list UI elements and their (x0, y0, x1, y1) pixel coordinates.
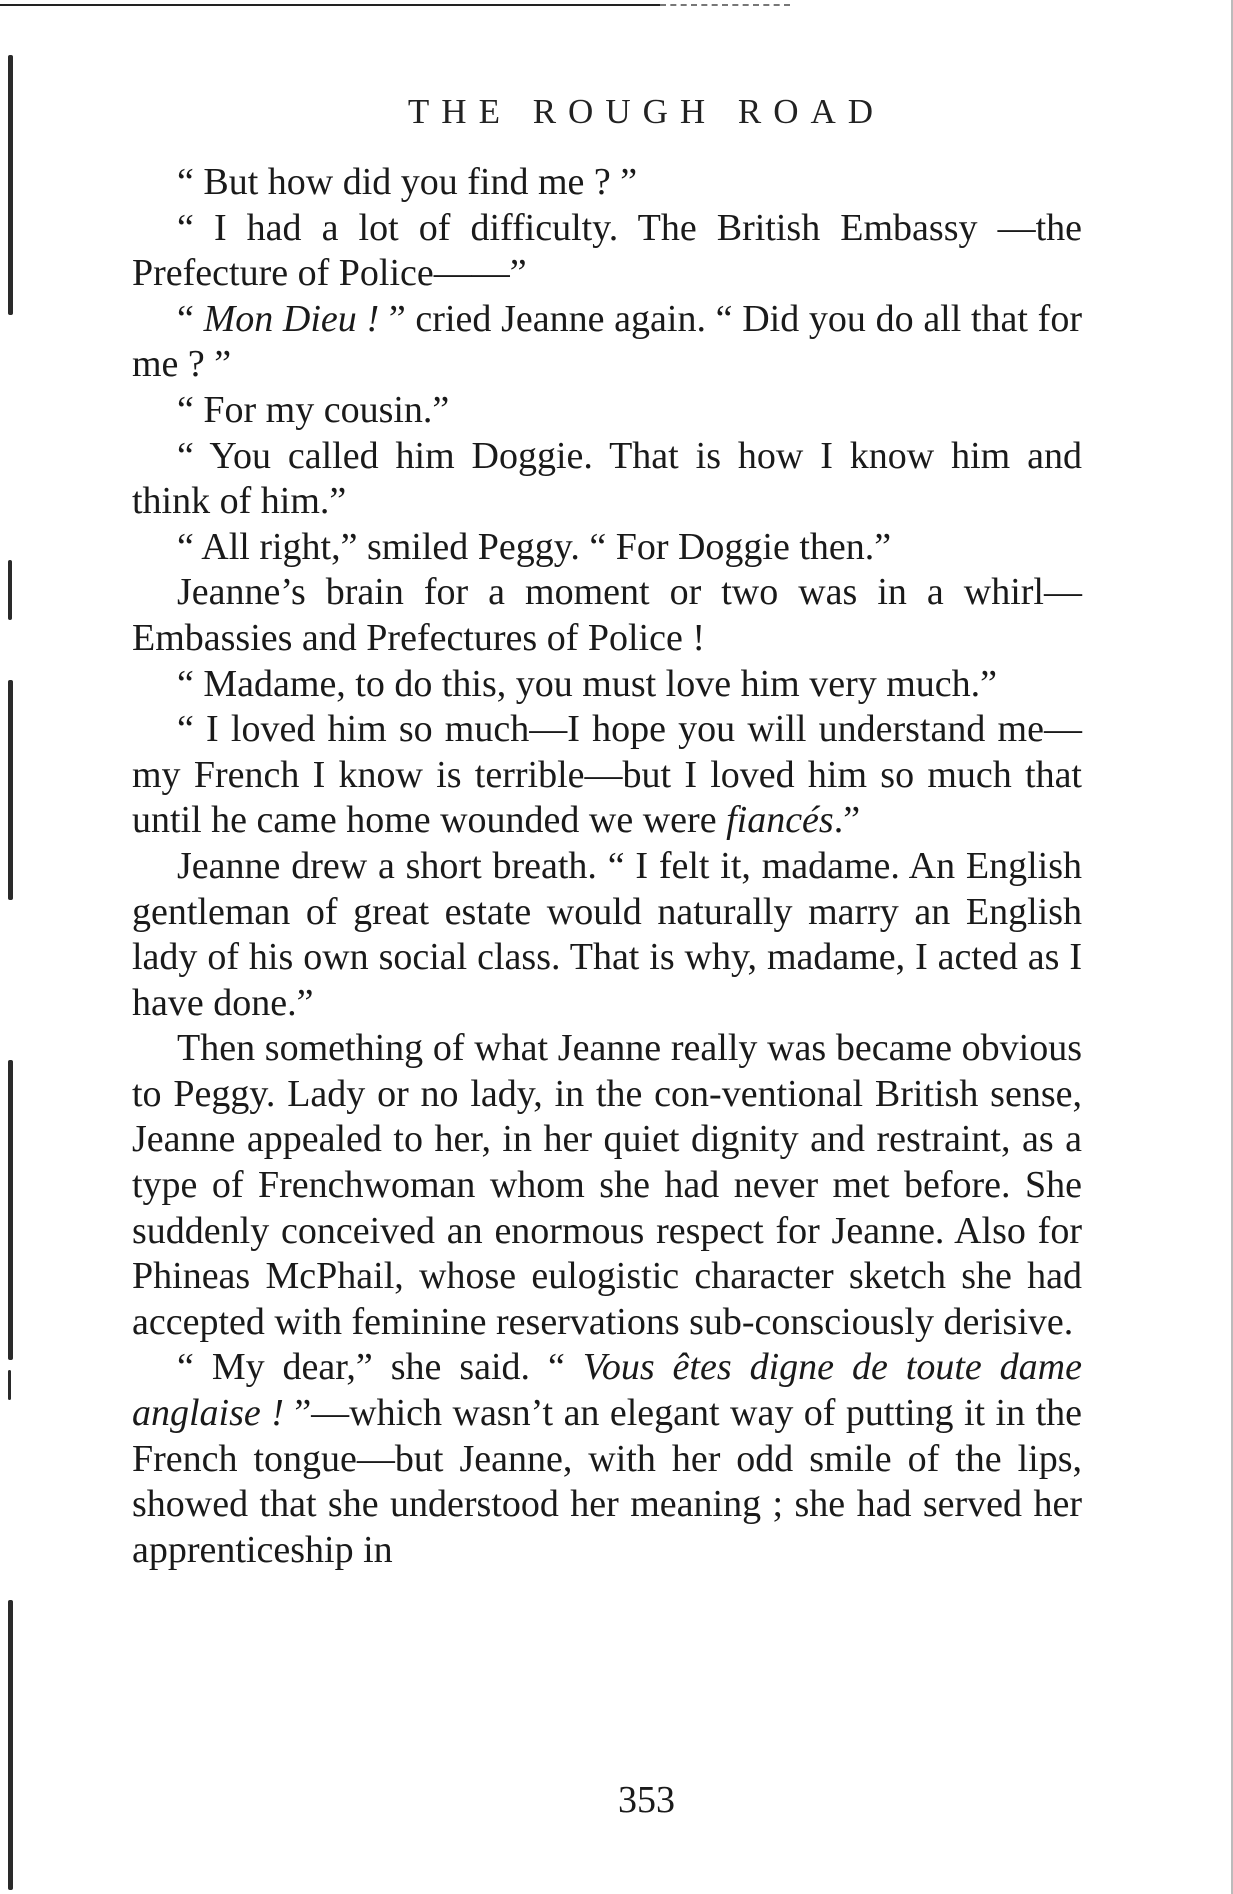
paragraph-text: “ I loved him so much—I hope you will understand me—my French I know is terrible—but I loved him so much that until he came home wounded we were (132, 708, 1082, 842)
paragraph: “ For my cousin.” (177, 388, 450, 431)
running-head: THE ROUGH ROAD (407, 92, 886, 131)
paragraph-text: “ My dear,” she said. “ (177, 1346, 583, 1389)
paragraph: “ But how did you find me ? ” (177, 161, 638, 203)
paragraph: Jeanne’s brain for a moment or two was in a whirl— Embassies and Prefectures of Police ! (132, 571, 1082, 659)
paragraph (132, 707, 1082, 844)
paragraph: “ Madame, to do this, you must love him very much.” (177, 662, 998, 705)
paragraph: “ You called him Doggie. That is how I know him and think of him.” (132, 434, 1082, 523)
binding-mark (8, 560, 12, 620)
top-rule-dashed (660, 4, 790, 6)
paragraph: “ All right,” smiled Peggy. “ For Doggie then.” (177, 525, 892, 568)
binding-mark (8, 680, 13, 900)
binding-mark (8, 1370, 11, 1400)
binding-mark (8, 1600, 13, 1890)
left-binding-edge (0, 0, 46, 1894)
body-text (132, 160, 1082, 1573)
paragraph (132, 1345, 1082, 1573)
paragraph-text: .” (833, 799, 861, 842)
italic-phrase: Vous êtes digne de toute dame anglaise ! (132, 1346, 1082, 1435)
page-number: 353 (618, 1779, 675, 1821)
paragraph-text: ”—which wasn’t an elegant way of putting it in the French tongue—but Jeanne, with her odd smile of the lips, showed that she understood her meaning ; she had served her apprenticeship in (132, 1392, 1082, 1571)
top-rule (0, 4, 660, 6)
binding-mark (8, 1060, 13, 1360)
paragraph: “ I had a lot of difficulty. The British Embassy —the Prefecture of Police——” (132, 206, 1082, 295)
italic-phrase: Mon Dieu ! (203, 297, 380, 340)
paragraph: Then something of what Jeanne really was became obvious to Peggy. Lady or no lady, in the con-ventional British sense, Jeanne appealed to her, in her quiet dignity and restraint, as a type of Frenchwoman whom she had never met before. She suddenly conceived an enormous respect for Jeanne. Also for Phineas McPhail, whose eulogistic character sketch she had accepted with feminine reservations sub-consciously derisive. (132, 1027, 1082, 1343)
paragraph: Jeanne drew a short breath. “ I felt it, madame. An English gentleman of great estate would naturally marry an English lady of his own social class. That is why, madame, I acted as I have done.” (132, 844, 1082, 1024)
paragraph: “ Mon Dieu ! ” cried Jeanne again. “ Did you do all that for me ? ” (132, 297, 1082, 386)
italic-word: fiancés (726, 799, 834, 842)
paragraph-text: ” cried Jeanne again. “ Did you do all that for me ? ” (132, 297, 1082, 386)
